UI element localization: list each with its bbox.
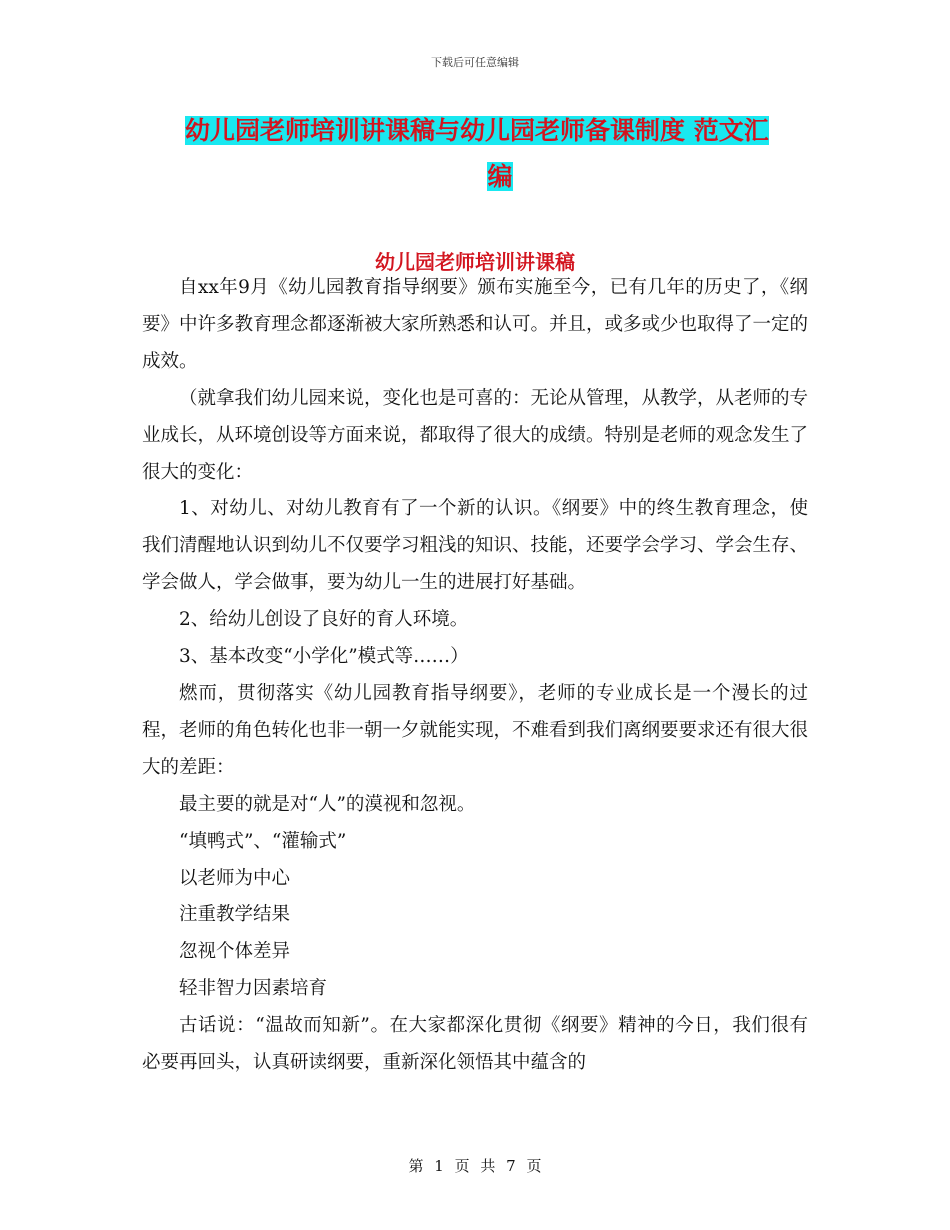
paragraph: 燃而，贯彻落实《幼儿园教育指导纲要》，老师的专业成长是一个漫长的过程，老师的角色转化也非一朝一夕就能实现，不难看到我们离纲要要求还有很大很大的差距： [142, 682, 809, 778]
body-text [142, 270, 808, 1082]
paragraph: 1、对幼儿、对幼儿教育有了一个新的认识。《纲要》中的终生教育理念，使我们清醒地认识到幼儿不仅要学习粗浅的知识、技能，还要学会学习、学会生存、学会做人，学会做事，要为幼儿一生的进展打好基础。 [142, 498, 809, 594]
header-note: 下载后可任意编辑 [431, 56, 519, 69]
paragraph: 3、基本改变“小学化”模式等……） [179, 646, 469, 668]
document-title-line-1: 幼儿园老师培训讲课稿与幼儿园老师备课制度 范文汇 [185, 116, 769, 145]
page-footer: 第 1 页 共 7 页 [408, 1157, 542, 1175]
paragraph: “填鸭式”、“灌输式” [179, 830, 347, 852]
paragraph: 以老师为中心 [179, 867, 291, 889]
paragraph: 注重教学结果 [179, 904, 291, 926]
paragraph: 古话说：“温故而知新”。在大家都深化贯彻《纲要》精神的今日，我们很有必要再回头，认真研读纲要，重新深化领悟其中蕴含的 [142, 1015, 808, 1074]
paragraph: （就拿我们幼儿园来说，变化也是可喜的：无论从管理，从教学，从老师的专业成长，从环境创设等方面来说，都取得了很大的成绩。特别是老师的观念发生了很大的变化： [142, 387, 809, 483]
document-title [185, 108, 815, 200]
document-title-line-2: 编 [487, 162, 513, 191]
paragraph: 忽视个体差异 [179, 941, 291, 963]
section-title: 幼儿园老师培训讲课稿 [375, 250, 575, 274]
paragraph: 最主要的就是对“人”的漠视和忽视。 [179, 793, 476, 815]
paragraph: 轻非智力因素培育 [179, 978, 328, 1000]
paragraph: 2、给幼儿创设了良好的育人环境。 [179, 609, 469, 631]
paragraph: 自xx年9月《幼儿园教育指导纲要》颁布实施至今，已有几年的历史了，《纲要》中许多教育理念都逐渐被大家所熟悉和认可。并且，或多或少也取得了一定的成效。 [142, 277, 809, 372]
